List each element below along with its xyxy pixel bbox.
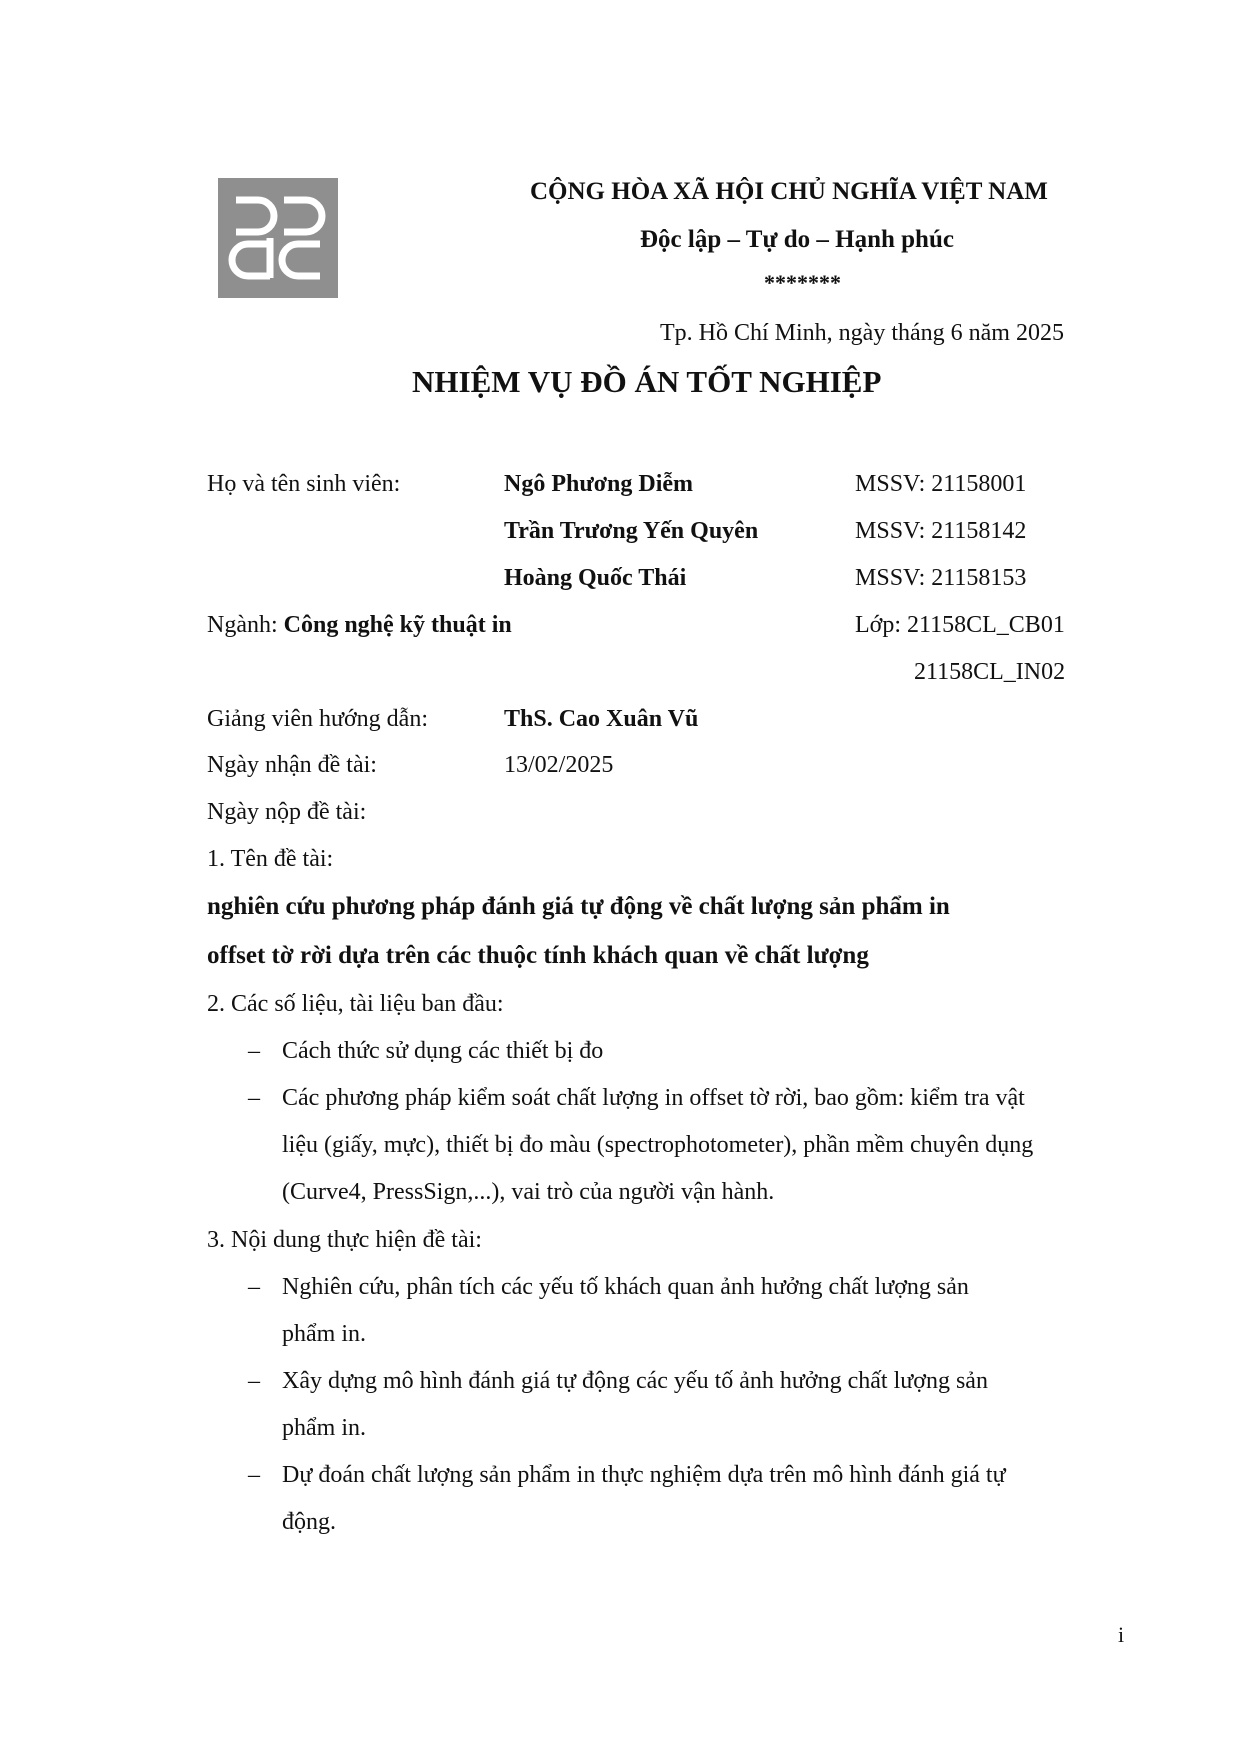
advisor-label: Giảng viên hướng dẫn: xyxy=(207,706,428,732)
university-logo xyxy=(218,178,338,298)
student-name: Hoàng Quốc Thái xyxy=(504,565,687,591)
bullet-dash: – xyxy=(248,1085,260,1111)
bullet-text: phẩm in. xyxy=(282,1321,366,1347)
page-number: i xyxy=(1118,1622,1125,1647)
bullet-text: liệu (giấy, mực), thiết bị đo màu (spectrophotometer), phần mềm chuyên dụng xyxy=(282,1132,1034,1158)
bullet-text: Xây dựng mô hình đánh giá tự động các yếu tố ảnh hưởng chất lượng sản xyxy=(282,1368,988,1394)
bullet-text: Nghiên cứu, phân tích các yếu tố khách quan ảnh hưởng chất lượng sản xyxy=(282,1274,969,1300)
class-second: 21158CL_IN02 xyxy=(914,659,1066,685)
topic-line: offset tờ rời dựa trên các thuộc tính khách quan về chất lượng xyxy=(207,942,869,969)
student-name: Trần Trương Yến Quyên xyxy=(504,518,759,544)
section3-heading: 3. Nội dung thực hiện đề tài: xyxy=(207,1227,482,1253)
section1-heading: 1. Tên đề tài: xyxy=(207,846,334,872)
major-label: Ngành: xyxy=(207,612,284,638)
major-value: Công nghệ kỹ thuật in xyxy=(283,612,512,638)
submitted-label: Ngày nộp đề tài: xyxy=(207,799,367,825)
motto: Độc lập – Tự do – Hạnh phúc xyxy=(640,226,954,253)
bullet-dash: – xyxy=(248,1368,260,1394)
student-id: MSSV: 21158001 xyxy=(855,471,1027,497)
student-id: MSSV: 21158142 xyxy=(855,518,1027,544)
received-date: 13/02/2025 xyxy=(504,752,614,778)
bullet-dash: – xyxy=(248,1462,260,1488)
bullet-text: Cách thức sử dụng các thiết bị đo xyxy=(282,1038,604,1064)
bullet-text: phẩm in. xyxy=(282,1415,366,1441)
section2-heading: 2. Các số liệu, tài liệu ban đầu: xyxy=(207,991,504,1017)
student-name: Ngô Phương Diễm xyxy=(504,471,694,497)
place-date: Tp. Hồ Chí Minh, ngày tháng 6 năm 2025 xyxy=(660,320,1064,346)
class-label: Lớp: 21158CL_CB01 xyxy=(855,612,1065,638)
topic-line: nghiên cứu phương pháp đánh giá tự động về chất lượng sản phẩm in xyxy=(207,893,950,920)
received-label: Ngày nhận đề tài: xyxy=(207,752,377,778)
bullet-text: (Curve4, PressSign,...), vai trò của người vận hành. xyxy=(282,1179,775,1205)
stars-divider: ******* xyxy=(764,270,841,295)
page-title: NHIỆM VỤ ĐỒ ÁN TỐT NGHIỆP xyxy=(412,364,882,399)
student-id: MSSV: 21158153 xyxy=(855,565,1027,591)
bullet-dash: – xyxy=(248,1038,260,1064)
major-row xyxy=(207,612,512,639)
advisor-name: ThS. Cao Xuân Vũ xyxy=(504,706,699,732)
bullet-text: động. xyxy=(282,1509,336,1535)
bullet-text: Các phương pháp kiểm soát chất lượng in offset tờ rời, bao gồm: kiểm tra vật xyxy=(282,1085,1025,1111)
bullet-text: Dự đoán chất lượng sản phẩm in thực nghiệm dựa trên mô hình đánh giá tự xyxy=(282,1462,1006,1488)
students-label: Họ và tên sinh viên: xyxy=(207,471,401,497)
nation-header: CỘNG HÒA XÃ HỘI CHỦ NGHĨA VIỆT NAM xyxy=(530,178,1048,205)
bullet-dash: – xyxy=(248,1274,260,1300)
